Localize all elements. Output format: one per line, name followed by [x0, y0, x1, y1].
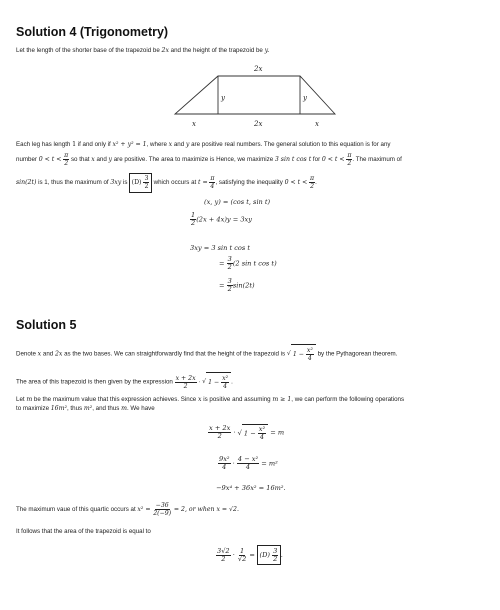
solution5-heading: Solution 5 [16, 318, 77, 332]
eq-squared: $\frac{\text{9x²}}{4}$ · $\frac{\text{4 − x²}}{4}$ = m² [219, 455, 278, 471]
solution5-line2: The area of this trapezoid is then given by the expression $\frac{x + 2x}{2}$ · √ 1 − $\frac{\text{x²}}{4}$ . [16, 372, 233, 392]
eq-xy-cos-sin: (x, y) = (cos t, sin t) [204, 198, 271, 206]
solution4-para2: number 0 < t < $\frac{\pi}{2}$ so that x and y are positive. The area to maximize is Hence, we maximize 3 sin t cos t for 0 < t < $\frac{\pi}{2}$ . The maximum of [16, 152, 402, 167]
label-bottom-right: x [315, 120, 319, 128]
eq-2sin-cos: = $\frac{3}{2}$ (2 sin t cos t) [219, 255, 277, 271]
sqrt-height: √ 1 − $\frac{\text{x²}}{4}$ [287, 344, 316, 364]
solution5-line3: Let m be the maximum value that this expression achieves. Since x is positive and assuming m ≥ 1, we can perform the following operations [16, 396, 405, 403]
solution5-line5: The maximum vaue of this quartic occurs at x² = $\frac{-36}{2(-9)}$ = 2, or when x = √2. [16, 501, 239, 517]
solution4-intro: Let the length of the shorter base of the trapezoid be 2x and the height of the trapezoid be y. [16, 47, 270, 54]
eq-quartic: −9x⁴ + 36x² = 16m². [216, 484, 286, 492]
solution4-para1: Each leg has length 1 if and only if x² + y² = 1, where x and y are positive real numbers. The general solution to this equation is for any [16, 141, 391, 148]
label-top: 2x [254, 65, 263, 73]
answer-box-4: (D) $\frac{3}{2}$ [129, 173, 152, 193]
eq-3xy: 3xy = 3 sin t cos t [190, 244, 251, 252]
label-y-left: y [221, 94, 225, 102]
trapezoid-diagram [170, 62, 340, 132]
solution4-para3: sin(2t) is 1, thus the maximum of 3xy is (D) $\frac{3}{2}$ which occurs at t = $\frac{\pi}{4}$ , satisfying the inequality 0 < t < $\frac{\pi}{2}$ . [16, 173, 317, 193]
label-bottom-mid: 2x [254, 120, 263, 128]
eq-sin2t: = $\frac{3}{2}$ sin(2t) [219, 277, 255, 293]
solution5-line1: Denote x and 2x as the two bases. We can straightforwardly find that the height of the trapezoid is √ 1 − $\frac{\text{x²}}{4}$ by the Pythagorean theorem. [16, 344, 397, 364]
eq-area-half: $\frac{1}{2}$ (2x + 4x)y = 3xy [191, 211, 252, 227]
eq-final-area: $\frac{3√2}{2}$ · $\frac{1}{√2}$ = (D) $\frac{3}{2}$ . [216, 545, 283, 565]
solution4-heading: Solution 4 (Trigonometry) [16, 25, 169, 39]
solution5-line6: It follows that the area of the trapezoid is equal to [16, 528, 151, 535]
label-y-right: y [303, 94, 307, 102]
label-bottom-left: x [192, 120, 196, 128]
answer-box-5: (D) $\frac{3}{2}$ [257, 545, 281, 565]
eq-expression-m: $\frac{x + 2x}{2}$ · √ 1 − $\frac{\text{x²}}{4}$ = m [209, 424, 285, 441]
trapezoid-outline [175, 76, 335, 114]
solution5-line4: to maximize 16m², thus m², and thus m. We have [16, 405, 155, 412]
